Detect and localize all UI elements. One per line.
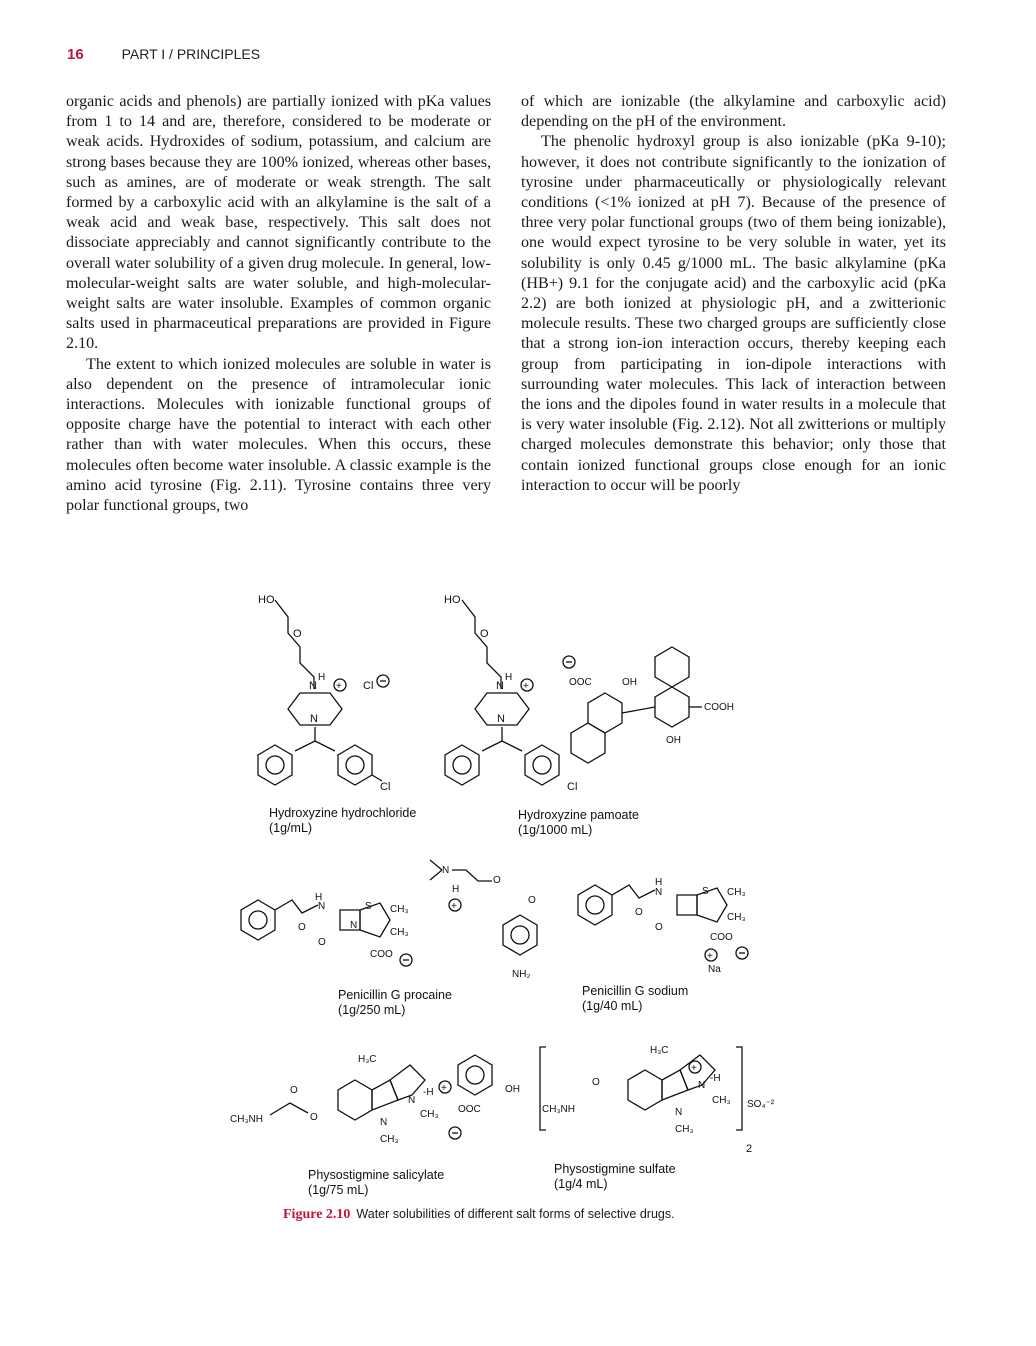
svg-text:HO: HO xyxy=(258,594,275,606)
svg-text:+: + xyxy=(451,901,457,912)
svg-text:CH₃NH: CH₃NH xyxy=(230,1114,263,1125)
svg-text:N: N xyxy=(496,680,504,692)
svg-text:HO: HO xyxy=(444,594,461,606)
section-title: PART I / PRINCIPLES xyxy=(121,46,261,62)
paragraph: The extent to which ionized molecules are soluble in water is also dependent on the presence of intramolecular ionic interactions. Molecules with ionizable functional groups of opposite charge have the potential to interact with each other rather than with water molecules. When this occurs, these molecules often become water insoluble. A classic example is the amino acid tyrosine (Fig. 2.11). Tyrosine contains three very polar functional groups, two xyxy=(66,355,491,515)
svg-text:H: H xyxy=(655,877,663,888)
svg-text:+: + xyxy=(441,1083,447,1094)
svg-text:OH: OH xyxy=(666,735,681,746)
svg-text:NH₂: NH₂ xyxy=(512,969,531,980)
svg-text:OH: OH xyxy=(505,1084,520,1095)
compound-solubility: (1g/40 mL) xyxy=(582,999,643,1013)
svg-text:N: N xyxy=(350,920,358,931)
compound-label xyxy=(308,1168,444,1198)
svg-text:O: O xyxy=(493,875,501,886)
compound-solubility: (1g/250 mL) xyxy=(338,1003,406,1017)
svg-text:H₃C: H₃C xyxy=(358,1054,377,1065)
svg-text:Na: Na xyxy=(708,964,721,975)
paragraph: of which are ionizable (the alkylamine and carboxylic acid) depending on the pH of the environment. xyxy=(521,93,946,131)
svg-text:N: N xyxy=(698,1080,706,1091)
svg-text:COOH: COOH xyxy=(704,702,734,713)
svg-text:OOC: OOC xyxy=(569,677,592,688)
compound-name: Penicillin G procaine xyxy=(338,988,452,1002)
figure-caption-text: Water solubilities of different salt forms of selective drugs. xyxy=(356,1207,675,1221)
figure-label: Figure 2.10 xyxy=(283,1207,351,1222)
penicillin-g-sodium-structure xyxy=(578,877,748,975)
svg-text:CH₃: CH₃ xyxy=(380,1134,399,1145)
svg-text:CH₃: CH₃ xyxy=(712,1095,731,1106)
compound-label xyxy=(554,1162,676,1192)
svg-text:H: H xyxy=(505,672,513,683)
svg-text:Cl: Cl xyxy=(363,680,374,692)
svg-text:N: N xyxy=(380,1117,388,1128)
svg-text:CH₃: CH₃ xyxy=(420,1109,439,1120)
svg-text:-H: -H xyxy=(710,1073,721,1084)
svg-text:CH₃: CH₃ xyxy=(727,887,746,898)
svg-text:N: N xyxy=(318,901,326,912)
compound-name: Hydroxyzine hydrochloride xyxy=(269,806,417,820)
svg-text:O: O xyxy=(298,922,306,933)
hydroxyzine-hydrochloride-structure xyxy=(258,594,390,793)
page-header xyxy=(67,46,260,63)
svg-text:2: 2 xyxy=(746,1143,753,1155)
svg-text:S: S xyxy=(702,886,709,897)
compound-label xyxy=(582,984,688,1014)
compound-name: Physostigmine salicylate xyxy=(308,1168,445,1182)
svg-text:O: O xyxy=(318,937,326,948)
svg-text:+: + xyxy=(523,681,529,692)
compound-label xyxy=(269,806,416,836)
svg-text:OH: OH xyxy=(622,677,637,688)
svg-text:O: O xyxy=(528,895,536,906)
svg-text:O: O xyxy=(290,1085,298,1096)
svg-text:S: S xyxy=(365,901,372,912)
svg-text:O: O xyxy=(592,1077,600,1088)
compound-name: Physostigmine sulfate xyxy=(554,1162,676,1176)
svg-text:H: H xyxy=(452,884,460,895)
svg-text:SO₄⁻²: SO₄⁻² xyxy=(747,1099,775,1110)
svg-text:O: O xyxy=(293,628,302,640)
svg-text:H: H xyxy=(318,672,326,683)
svg-text:O: O xyxy=(655,922,663,933)
svg-text:-H: -H xyxy=(423,1087,434,1098)
svg-text:CH₃: CH₃ xyxy=(727,912,746,923)
compound-label xyxy=(338,988,452,1018)
svg-text:OOC: OOC xyxy=(458,1104,481,1115)
compound-name: Hydroxyzine pamoate xyxy=(518,808,639,822)
svg-text:N: N xyxy=(408,1095,416,1106)
svg-text:+: + xyxy=(691,1063,697,1074)
svg-text:N: N xyxy=(675,1107,683,1118)
compound-name: Penicillin G sodium xyxy=(582,984,689,998)
paragraph: The phenolic hydroxyl group is also ionizable (pKa 9-10); however, it does not contribute significantly to the ionization of tyrosine under pharmaceutically or physiologically relevant conditions (<1% ionized at pH 7). Because of the presence of three very polar functional groups (two of them being ionizable), one would expect tyrosine to be very soluble in water, yet its solubility is only 0.45 g/1000 mL. The basic alkylamine (pKa (HB+) 9.1 for the conjugate acid) and the carboxylic acid (pKa 2.2) are both ionized at physiologic pH, and a zwitterionic molecule results. These two charged groups are sufficiently close that a strong ion-ion interaction occurs, thereby keeping each group from participating in ion-dipole interactions with surrounding water molecules. This lack of interaction between the ions and the dipoles found in water results in a molecule that is very water insoluble (Fig. 2.12). Not all zwitterions or multiply charged molecules demonstrate this behavior; only those that contain ionized functional groups close enough for an ionic interaction to occur will be poorly xyxy=(521,133,946,494)
svg-text:H: H xyxy=(315,892,323,903)
svg-text:O: O xyxy=(635,907,643,918)
compound-solubility: (1g/4 mL) xyxy=(554,1177,608,1191)
svg-text:COO: COO xyxy=(370,949,393,960)
right-column xyxy=(521,92,946,496)
svg-text:N: N xyxy=(442,865,450,876)
svg-text:H₃C: H₃C xyxy=(650,1045,669,1056)
svg-text:CH₃: CH₃ xyxy=(390,904,409,915)
svg-text:N: N xyxy=(310,713,318,725)
paragraph: organic acids and phenols) are partially ionized with pKa values from 1 to 14 and are, therefore, considered to be moderate or weak acids. Hydroxides of sodium, potassium, and calcium are strong bases because they are 100% ionized, whereas other bases, such as amines, are of moderate or weak strength. The salt formed by a carboxylic acid with an alkylamine is the salt of a weak acid and weak base, respectively. This salt does not dissociate appreciably and cannot significantly contribute to the overall water solubility of a given drug molecule. In general, low-molecular-weight salts are water soluble, and high-molecular-weight salts are water insoluble. Examples of common organic salts used in pharmaceutical preparations are provided in Figure 2.10. xyxy=(66,93,491,353)
svg-text:CH₃NH: CH₃NH xyxy=(542,1104,575,1115)
svg-text:+: + xyxy=(336,681,342,692)
chemical-structures-figure xyxy=(230,585,790,1225)
svg-text:+: + xyxy=(707,951,713,962)
compound-solubility: (1g/1000 mL) xyxy=(518,823,593,837)
svg-text:N: N xyxy=(655,887,663,898)
page-number: 16 xyxy=(67,46,84,63)
svg-text:Cl: Cl xyxy=(567,781,578,793)
left-column xyxy=(66,92,491,516)
compound-solubility: (1g/mL) xyxy=(269,821,313,835)
svg-text:COO: COO xyxy=(710,932,733,943)
physostigmine-sulfate-structure xyxy=(540,1045,775,1155)
svg-text:O: O xyxy=(310,1112,318,1123)
svg-text:Cl: Cl xyxy=(380,781,391,793)
figure-caption xyxy=(283,1207,675,1223)
physostigmine-salicylate-structure xyxy=(230,1054,520,1145)
compound-solubility: (1g/75 mL) xyxy=(308,1183,369,1197)
svg-text:N: N xyxy=(309,680,317,692)
svg-text:O: O xyxy=(480,628,489,640)
compound-label xyxy=(518,808,639,838)
svg-text:CH₃: CH₃ xyxy=(390,927,409,938)
hydroxyzine-pamoate-structure xyxy=(444,594,734,793)
penicillin-g-procaine-structure xyxy=(241,860,537,980)
svg-text:N: N xyxy=(497,713,505,725)
svg-text:CH₃: CH₃ xyxy=(675,1124,694,1135)
